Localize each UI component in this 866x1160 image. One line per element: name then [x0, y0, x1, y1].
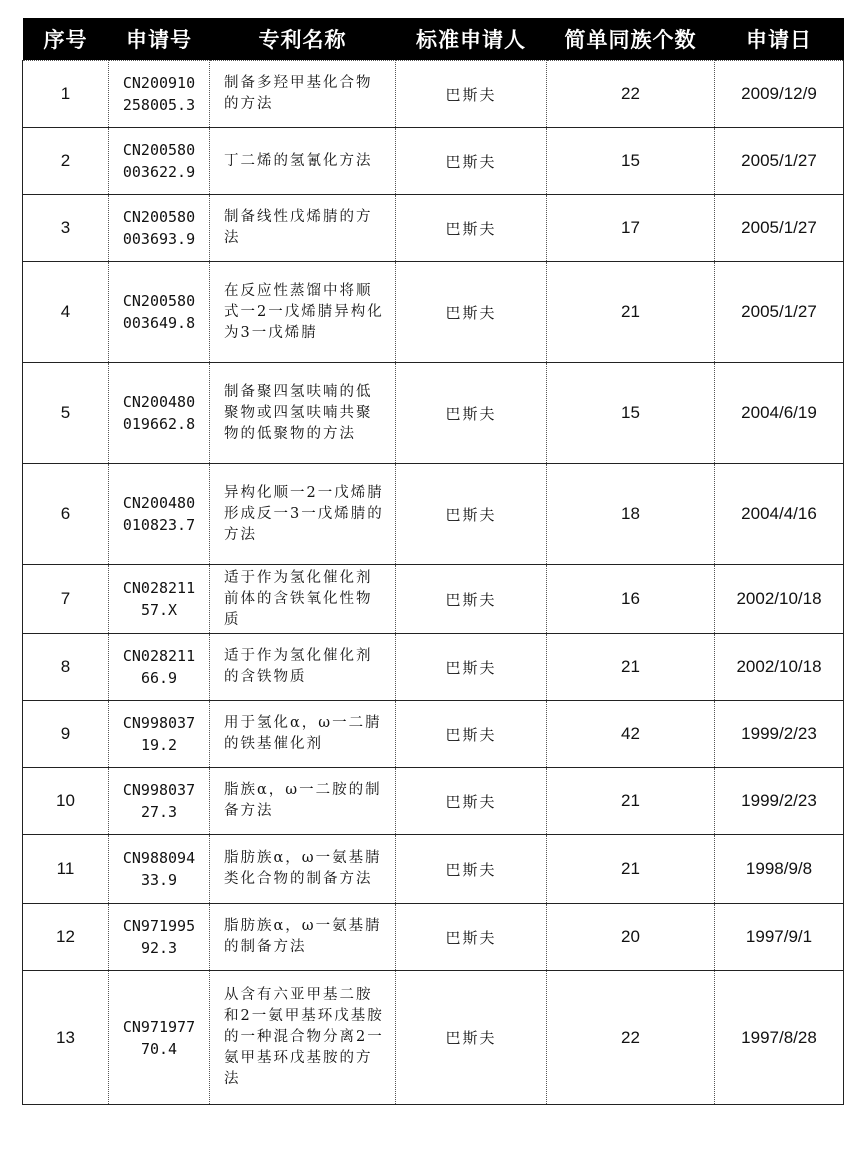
cell-applicant: 巴斯夫 — [396, 565, 547, 634]
app-number-part1: CN200580 — [122, 208, 196, 226]
app-number-part1: CN971977 — [122, 1017, 196, 1036]
cell-application-date: 1999/2/23 — [715, 701, 844, 768]
cell-application-date: 2009/12/9 — [715, 61, 844, 128]
table-row — [23, 464, 844, 565]
cell-application-date: 2005/1/27 — [715, 195, 844, 262]
cell-application-date: 2004/6/19 — [715, 363, 844, 464]
table-row — [23, 565, 844, 634]
cell-application-date: 2002/10/18 — [715, 565, 844, 634]
cell-family-count: 21 — [547, 262, 715, 363]
cell-application-number — [109, 262, 210, 363]
header-seq: 序号 — [23, 18, 109, 61]
header-application-date: 申请日 — [715, 18, 844, 61]
cell-family-count: 15 — [547, 128, 715, 195]
cell-applicant: 巴斯夫 — [396, 262, 547, 363]
cell-application-date: 2005/1/27 — [715, 128, 844, 195]
app-number-part2: 003693.9 — [122, 230, 196, 248]
cell-application-number — [109, 464, 210, 565]
app-number-part2: 66.9 — [140, 669, 178, 687]
cell-family-count: 17 — [547, 195, 715, 262]
cell-application-number — [109, 128, 210, 195]
cell-family-count: 20 — [547, 904, 715, 971]
cell-application-number — [109, 195, 210, 262]
cell-seq: 10 — [23, 768, 109, 835]
app-number-part1: CN200480 — [122, 393, 196, 411]
app-number-part2: 92.3 — [140, 939, 178, 957]
cell-seq: 5 — [23, 363, 109, 464]
app-number-part1: CN998037 — [122, 781, 196, 799]
cell-seq: 2 — [23, 128, 109, 195]
table-row — [23, 61, 844, 128]
table-row — [23, 262, 844, 363]
table-row — [23, 128, 844, 195]
cell-seq: 12 — [23, 904, 109, 971]
table-row — [23, 971, 844, 1105]
cell-family-count: 42 — [547, 701, 715, 768]
app-number-part2: 57.X — [140, 601, 178, 619]
cell-patent-title: 用于氢化α，ω一二腈的铁基催化剂 — [210, 701, 396, 768]
app-number-part2: 19.2 — [140, 736, 178, 754]
cell-applicant: 巴斯夫 — [396, 835, 547, 904]
cell-application-number — [109, 701, 210, 768]
cell-patent-title: 制备多羟甲基化合物的方法 — [210, 61, 396, 128]
cell-patent-title: 制备聚四氢呋喃的低聚物或四氢呋喃共聚物的低聚物的方法 — [210, 363, 396, 464]
cell-applicant: 巴斯夫 — [396, 61, 547, 128]
cell-seq: 6 — [23, 464, 109, 565]
cell-application-date: 2005/1/27 — [715, 262, 844, 363]
cell-patent-title: 在反应性蒸馏中将顺式一2一戊烯腈异构化为3一戊烯腈 — [210, 262, 396, 363]
app-number-part1: CN998037 — [122, 714, 196, 732]
cell-applicant: 巴斯夫 — [396, 634, 547, 701]
app-number-part2: 003622.9 — [122, 163, 196, 181]
cell-application-number — [109, 768, 210, 835]
app-number-part1: CN028211 — [122, 579, 196, 597]
table-header-row — [23, 18, 844, 61]
cell-application-date: 1999/2/23 — [715, 768, 844, 835]
app-number-part1: CN988094 — [122, 849, 196, 867]
cell-patent-title: 适于作为氢化催化剂的含铁物质 — [210, 634, 396, 701]
app-number-part2: 003649.8 — [122, 314, 196, 332]
app-number-part2: 019662.8 — [122, 415, 196, 433]
cell-application-date: 1997/9/1 — [715, 904, 844, 971]
app-number-part1: CN200580 — [122, 292, 196, 310]
cell-family-count: 16 — [547, 565, 715, 634]
header-application-number: 申请号 — [109, 18, 210, 61]
cell-application-number — [109, 634, 210, 701]
app-number-part2: 70.4 — [140, 1039, 178, 1058]
cell-seq: 13 — [23, 971, 109, 1105]
patent-table — [22, 18, 844, 1105]
app-number-part2: 33.9 — [140, 871, 178, 889]
cell-seq: 11 — [23, 835, 109, 904]
table-row — [23, 195, 844, 262]
cell-application-number — [109, 835, 210, 904]
cell-patent-title: 制备线性戊烯腈的方法 — [210, 195, 396, 262]
cell-family-count: 22 — [547, 971, 715, 1105]
app-number-part2: 010823.7 — [122, 516, 196, 534]
cell-applicant: 巴斯夫 — [396, 464, 547, 565]
cell-patent-title: 丁二烯的氢氰化方法 — [210, 128, 396, 195]
cell-application-date: 1997/8/28 — [715, 971, 844, 1105]
cell-family-count: 15 — [547, 363, 715, 464]
cell-patent-title: 脂肪族α，ω一氨基腈的制备方法 — [210, 904, 396, 971]
cell-patent-title: 异构化顺一2一戊烯腈形成反一3一戊烯腈的方法 — [210, 464, 396, 565]
cell-family-count: 21 — [547, 835, 715, 904]
cell-application-number — [109, 971, 210, 1105]
app-number-part1: CN028211 — [122, 647, 196, 665]
table-row — [23, 904, 844, 971]
app-number-part1: CN971995 — [122, 917, 196, 935]
table-row — [23, 768, 844, 835]
app-number-part1: CN200910 — [122, 74, 196, 92]
cell-patent-title: 脂族α，ω一二胺的制备方法 — [210, 768, 396, 835]
cell-applicant: 巴斯夫 — [396, 904, 547, 971]
app-number-part2: 27.3 — [140, 803, 178, 821]
cell-family-count: 21 — [547, 634, 715, 701]
cell-family-count: 18 — [547, 464, 715, 565]
table-row — [23, 701, 844, 768]
cell-application-number — [109, 61, 210, 128]
cell-application-date: 1998/9/8 — [715, 835, 844, 904]
app-number-part1: CN200580 — [122, 141, 196, 159]
cell-application-number — [109, 565, 210, 634]
app-number-part1: CN200480 — [122, 494, 196, 512]
header-patent-title: 专利名称 — [210, 18, 396, 61]
header-family-count: 简单同族个数 — [547, 18, 715, 61]
cell-applicant: 巴斯夫 — [396, 768, 547, 835]
header-applicant: 标准申请人 — [396, 18, 547, 61]
cell-patent-title: 脂肪族α，ω一氨基腈类化合物的制备方法 — [210, 835, 396, 904]
cell-family-count: 22 — [547, 61, 715, 128]
cell-family-count: 21 — [547, 768, 715, 835]
cell-patent-title: 适于作为氢化催化剂前体的含铁氧化性物质 — [210, 565, 396, 634]
cell-application-date: 2002/10/18 — [715, 634, 844, 701]
app-number-part2: 258005.3 — [122, 96, 196, 114]
cell-application-date: 2004/4/16 — [715, 464, 844, 565]
cell-applicant: 巴斯夫 — [396, 363, 547, 464]
cell-application-number — [109, 904, 210, 971]
cell-seq: 9 — [23, 701, 109, 768]
table-row — [23, 363, 844, 464]
table-row — [23, 634, 844, 701]
table-row — [23, 835, 844, 904]
cell-applicant: 巴斯夫 — [396, 128, 547, 195]
cell-seq: 1 — [23, 61, 109, 128]
cell-application-number — [109, 363, 210, 464]
patent-table-container — [22, 18, 843, 1105]
cell-seq: 4 — [23, 262, 109, 363]
cell-seq: 3 — [23, 195, 109, 262]
cell-patent-title: 从含有六亚甲基二胺和2一氨甲基环戊基胺的一种混合物分离2一氨甲基环戊基胺的方法 — [210, 971, 396, 1105]
cell-applicant: 巴斯夫 — [396, 701, 547, 768]
cell-applicant: 巴斯夫 — [396, 971, 547, 1105]
cell-seq: 7 — [23, 565, 109, 634]
cell-seq: 8 — [23, 634, 109, 701]
cell-applicant: 巴斯夫 — [396, 195, 547, 262]
